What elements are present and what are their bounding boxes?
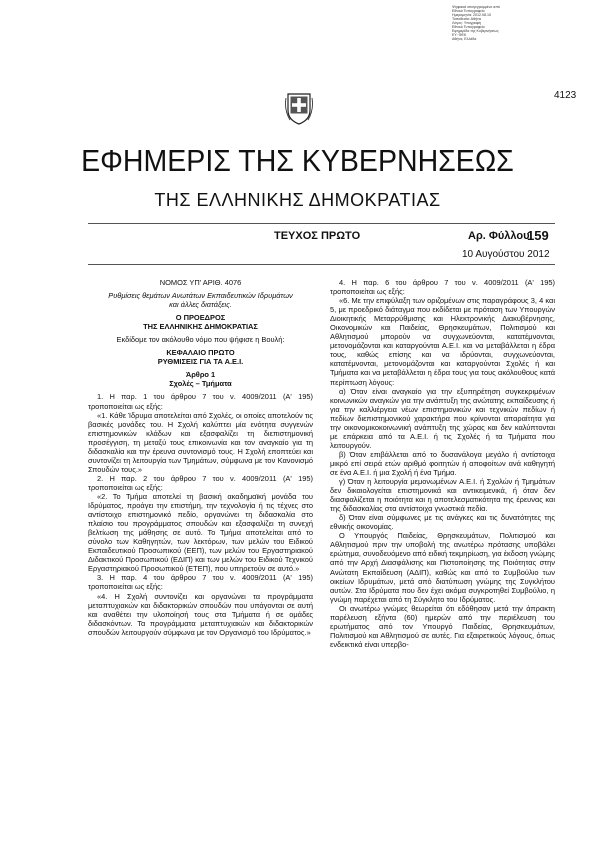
digital-signature-stamp xyxy=(452,5,512,41)
paragraph: «6. Με την επιφύλαξη των οριζομένων στις παραγράφους 3, 4 και 5, με προεδρικό διάταγμα που εκδίδεται με πρόταση των Υπουργών Διοικητικής Μεταρρύθμισης και Ηλεκτρονικής Διακυβέρνησης, Οικονομικών και Παιδείας, Θρησκευμάτων, Πολιτισμού και Αθλητισμού μπορούν να συγχωνεύονται, κατατέμνονται, μετονομάζονται και καταργούνται Α.Ε.Ι. και να μεταβάλλεται η έδρα τους, καθώς επίσης και να ιδρύονται, συγχωνεύονται, κατατέμνονται, μετονομάζονται και καταργούνται Σχολές ή και Τμήματα και να μεταβάλλεται η έδρα τους για τους ακόλουθους κατά περίπτωση λόγους: xyxy=(330,296,555,387)
paragraph: 1. Η παρ. 1 του άρθρου 7 του ν. 4009/2011 (Α' 195) τροποποιείται ως εξής: xyxy=(88,392,313,411)
paragraph: Ο Υπουργός Παιδείας, Θρησκευμάτων, Πολιτισμού και Αθλητισμού πριν την υποβολή της ανωτέρω πρότασης υποβάλει ερώτημα, συνοδευόμενο από ειδική τεκμηρίωση, για έκδοση γνώμης από την Αρχή Διασφάλισης και Πιστοποίησης της Ποιότητας στην Ανώτατη Εκπαίδευση (ΑΔΙΠ), καθώς και από το Συμβούλιο των οικείων Ιδρυμάτων, μετά από διατύπωση γνώμης της Συγκλήτου αυτών. Στα Ιδρύματα που δεν έχει ακόμα συγκροτηθεί Συμβούλιο, η γνώμη παρέχεται από τη Σύγκλητο του Ιδρύματος. xyxy=(330,531,555,604)
coat-of-arms-icon xyxy=(284,90,314,126)
chapter-title: ΡΥΘΜΙΣΕΙΣ ΓΙΑ ΤΑ Α.Ε.Ι. xyxy=(157,357,244,367)
paragraph: «1. Κάθε Ίδρυμα αποτελείται από Σχολές, οι οποίες αποτελούν τις βασικές μονάδες του. Η Σχολή καλύπτει μία ενότητα συγγενών επιστημονικών κλάδων και εξασφαλίζει τη διεπιστημονική προσέγγιση, τη μεταξύ τους επικοινωνία και τον αναγκαίο για τη διδασκαλία και την έρευνα συντονισμό τους. Η Σχολή εποπτεύει και συντονίζει τη λειτουργία των Τμημάτων, σύμφωνα με τον Κανονισμό Σπουδών τους.» xyxy=(88,410,313,474)
sheet-label: Αρ. Φύλλου xyxy=(468,230,530,242)
stamp-line: Τοποθεσία: Αθήνα xyxy=(452,17,481,21)
paragraph: α) Όταν είναι αναγκαίο για την εξυπηρέτηση συγκεκριμένων κοινωνικών αναγκών για την ανάπτυξη της ανώτατης εκπαίδευσης ή για την καλλιέργεια νέων επιστημονικών και τεχνικών πεδίων ή πεδίων διεπιστημονικού χαρακτήρα που κρίνονται απαραίτητα για την οικονομικοκοινωνική ανάπτυξη της χώρας και δεν καλύπτονται με επάρκεια από τα Α.Ε.Ι. ή τις Σχολές ή τα Τμήματα που λειτουργούν. xyxy=(330,386,555,450)
issue-label: ΤΕΥΧΟΣ ΠΡΩΤΟ xyxy=(274,230,361,242)
stamp-line: Ψηφιακά υπογεγραμμένο από xyxy=(452,5,500,9)
stamp-line: Εθνικό Τυπογραφείο xyxy=(452,9,485,13)
gazette-subtitle: ΤΗΣ ΕΛΛΗΝΙΚΗΣ ΔΗΜΟΚΡΑΤΙΑΣ xyxy=(154,190,441,210)
divider xyxy=(88,264,555,265)
right-column xyxy=(330,278,555,649)
stamp-line: Ημερομηνία: 2012.08.10 xyxy=(452,13,492,17)
paragraph: 3. Η παρ. 4 του άρθρου 7 του ν. 4009/2011 (Α' 195) τροποποιείται ως εξής: xyxy=(88,573,313,592)
issue-date: 10 Αυγούστου 2012 xyxy=(462,249,550,260)
sheet-number: 159 xyxy=(527,228,549,243)
paragraph: γ) Όταν η λειτουργία μεμονωμένων Α.Ε.Ι. ή Σχολών ή Τμημάτων δεν δικαιολογείται επιστημονικά και αντικειμενικά, ή όταν δεν διασφαλίζεται η ποιότητα και η αποτελεσματικότητα της έρευνας και της διδασκαλίας στα αντίστοιχα γνωστικά πεδία. xyxy=(330,477,555,514)
stamp-line: Εφημερίδα της Κυβερνήσεως xyxy=(452,29,499,33)
article-heading: Άρθρο 1 xyxy=(185,370,216,380)
paragraph: Οι ανωτέρω γνώμες θεωρείται ότι εδόθησαν μετά την άπρακτη παρέλευση εξήντα (60) ημερών από την περιέλευση του ερωτήματος από τον Υπουργό Παιδείας, Θρησκευμάτων, Πολιτισμού και Αθλητισμού σε αυτές. Για εξαιρετικούς λόγους, όπως ενδεικτικά είναι υπερβο- xyxy=(330,603,555,649)
paragraph: «2. Το Τμήμα αποτελεί τη βασική ακαδημαϊκή μονάδα του Ιδρύματος, προάγει την επιστήμη, την τεχνολογία ή τις τέχνες στο αντίστοιχο επιστημονικό πεδίο, οργανώνει τη διδασκαλία στο πλαίσιο του προγράμματος σπουδών και εξασφαλίζει τη συνεχή βελτίωση της μάθησης σε αυτό. Το Τμήμα αποτελείται από το σύνολο των Καθηγητών, των λεκτόρων, των μελών του Ειδικού Εκπαιδευτικού Προσωπικού (ΕΕΠ), των μελών του Εργαστηριακού Διδακτικού Προσωπικού (ΕΔΙΠ) και των μελών του Ειδικού Τεχνικού Εργαστηριακού Προσωπικού (ΕΤΕΠ), που υπηρετούν σε αυτό.» xyxy=(88,491,313,574)
paragraph: β) Όταν επιβάλλεται από το δυσανάλογα μεγάλο ή αντίστοιχα μικρό επί σειρά ετών αριθμό φοιτητών ή αποφοίτων ανά καθηγητή σε ένα Α.Ε.Ι. ή μια Σχολή ή ένα Τμήμα. xyxy=(330,449,555,477)
law-title: Ρυθμίσεις θεμάτων Ανωτάτων Εκπαιδευτικών Ιδρυμάτων και άλλες διατάξεις. xyxy=(108,291,293,310)
paragraph: 2. Η παρ. 2 του άρθρου 7 του ν. 4009/2011 (Α' 195) τροποποιείται ως εξής: xyxy=(88,473,313,492)
left-column xyxy=(88,278,313,637)
paragraph: 4. Η παρ. 6 του άρθρου 7 του ν. 4009/2011 (Α' 195) τροποποιείται ως εξής: xyxy=(330,278,555,297)
article-title: Σχολές – Τμήματα xyxy=(169,379,232,389)
stamp-line: Αθήνα, Ελλάδα xyxy=(452,37,477,41)
president-heading: Ο ΠΡΟΕΔΡΟΣ xyxy=(175,313,226,323)
president-heading: ΤΗΣ ΕΛΛΗΝΙΚΗΣ ΔΗΜΟΚΡΑΤΙΑΣ xyxy=(143,322,258,332)
stamp-line: Εθνικό Τυπογραφείο xyxy=(452,25,485,29)
stamp-line: ΕΥ: ΦΕΚ xyxy=(452,33,467,37)
chapter-heading: ΚΕΦΑΛΑΙΟ ΠΡΩΤΟ xyxy=(166,348,235,358)
paragraph: δ) Όταν είναι σύμφωνες με τις ανάγκες και τις δυνατότητες της εθνικής οικονομίας. xyxy=(330,513,555,532)
law-number: ΝΟΜΟΣ ΥΠ' ΑΡΙΘ. 4076 xyxy=(159,278,242,287)
gazette-title: ΕΦΗΜΕΡΙΣ ΤΗΣ ΚΥΒΕΡΝΗΣΕΩΣ xyxy=(81,143,514,178)
paragraph: «4. Η Σχολή συντονίζει και οργανώνει τα προγράμματα μεταπτυχιακών και διδακτορικών σπουδών που υπάγονται σε αυτή και αναθέτει την υλοποίησή τους στα Τμήματα ή σε ομάδες διδασκόντων. Τα προγράμματα μεταπτυχιακών και διδακτορικών σπουδών λειτουργούν σύμφωνα με τον Οργανισμό του Ιδρύματος.» xyxy=(88,591,313,637)
page-number: 4123 xyxy=(554,90,577,101)
divider xyxy=(88,223,555,224)
stamp-line: Λόγος: Υπογραφή xyxy=(452,21,481,25)
proclamation: Εκδίδομε τον ακόλουθο νόμο που ψήφισε η Βουλή: xyxy=(116,335,285,345)
